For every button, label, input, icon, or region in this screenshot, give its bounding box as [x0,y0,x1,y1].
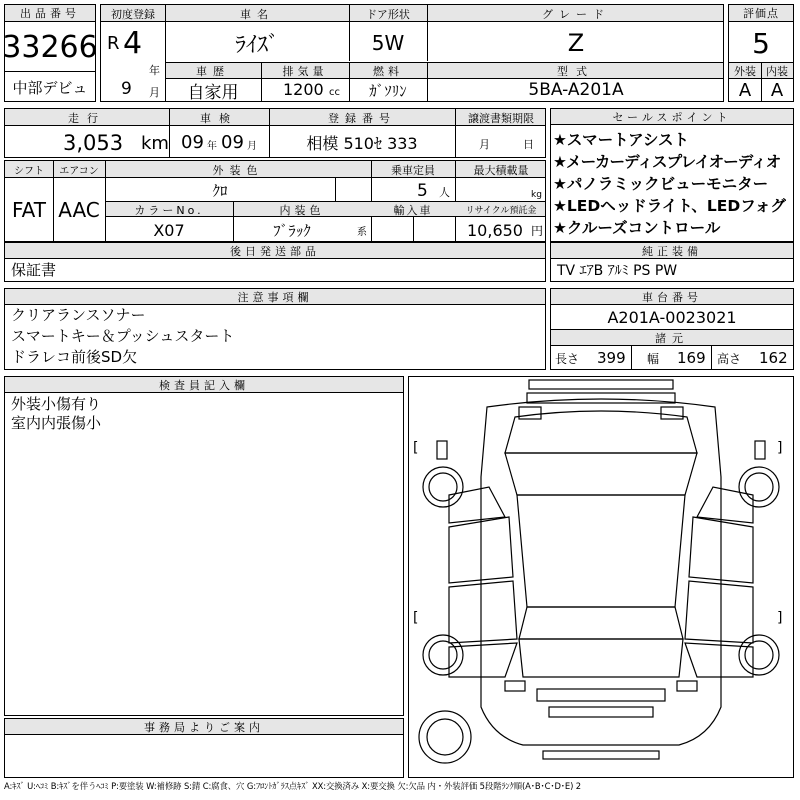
mileage-row [4,108,546,158]
mileage-label: 走行 [68,111,106,125]
model-label: 型式 [557,65,595,78]
inspector-label: 検査員記入欄 [5,377,403,393]
reg-month: 9 [121,79,132,99]
legend: A:ｷｽﾞ U:ﾍｺﾐ B:ｷｽﾞを伴うﾍｺﾐ P:要塗装 W:補修跡 S:錆 C:腐食、穴 G:ﾌﾛﾝﾄｶﾞﾗｽ点ｷｽﾞ XX:交換済み X:要交換 欠:欠品 内・外装評価 5段階ﾗﾝｸ順(A･B･C･D･E) 2 [4,781,582,791]
lot-label: 出品番号 [5,5,95,22]
fuel-label: 燃料 [373,65,403,78]
inspector-note: 室内内張傷小 [11,414,102,432]
notes-label: 注意事項欄 [5,289,545,305]
height-label: 高さ [717,352,742,366]
intcolor-label: 内装色 [279,203,325,217]
lot-box [4,4,96,102]
bracket-left-icon: [ [413,610,419,626]
score-box [728,4,794,102]
shift: FAT [11,198,46,222]
note-item: スマートキー＆プッシュスタート [11,327,235,345]
bracket-right-icon: ] [777,440,783,456]
reg-label: 初度登録 [111,7,155,21]
sales-points-label: セールスポイント [551,109,793,125]
sales-point-item: ★スマートアシスト [553,131,690,149]
score-label: 評価点 [729,5,793,22]
reg-era: R [107,33,120,54]
chassis-number: A201A-0023021 [607,307,737,327]
length-label: 長さ [555,352,580,366]
reg-year: 4 [123,26,143,61]
inspect-month: 09 [221,132,244,153]
recycle-unit: 円 [531,224,544,238]
inspector-box [4,376,404,716]
sales-point-item: ★LEDヘッドライト、LEDフォグ [553,197,786,215]
load-unit: kg [531,190,542,200]
office-box [4,718,404,778]
door-type: 5W [371,31,405,55]
inspect-label: 車検 [200,111,238,125]
inspect-month-unit: 月 [247,141,257,152]
car-name: ﾗｲｽﾞ [234,32,279,58]
door-label: ドア形状 [366,7,410,21]
displacement: 1200 [283,80,324,99]
equipment-label: 純正装備 [551,243,793,259]
load-label: 最大積載量 [473,163,529,177]
plate-number: 相模 510ｾ 333 [306,133,418,153]
capacity-unit: 人 [439,186,450,199]
ac: AAC [58,198,100,222]
sales-points-box [550,108,794,242]
int-label: 内装 [766,65,788,78]
history: 自家用 [187,82,239,103]
bracket-left-icon: [ [413,440,419,456]
shift-label: シフト [14,166,44,177]
note-item: クリアランスソナー [11,306,146,324]
transfer-month: 月 [479,138,490,151]
ext-label: 外装 [734,65,756,78]
colorno-label: カラーNo. [134,203,204,217]
disp-label: 排気量 [282,65,328,78]
transfer-label: 譲渡書類期限 [468,111,534,125]
score: 5 [752,26,770,60]
recycle-fee: 10,650 [467,221,523,240]
later-parts-label: 後日発送部品 [5,243,545,259]
inspect-year: 09 [181,132,204,153]
chassis-box [550,288,794,370]
history-label: 車歴 [196,65,230,78]
mileage-unit: km [141,133,169,154]
name-label: 車名 [240,7,274,21]
spec-row [4,160,546,242]
equipment-box [550,242,794,282]
width: 169 [677,349,706,367]
ac-label: エアコン [59,166,99,177]
import-label: 輸入車 [393,203,433,217]
inspector-note: 外装小傷有り [11,395,102,413]
year-unit: 年 [149,64,160,77]
interior-color: ﾌﾞﾗｯｸ [273,221,311,240]
model-code: 5BA-A201A [528,80,624,100]
note-item: ドラレコ前後SD欠 [11,348,138,366]
grade-label: グレード [542,7,610,21]
length: 399 [597,349,626,367]
ext-score: A [738,79,752,101]
height: 162 [759,349,788,367]
recycle-label: リサイクル預託金 [465,206,537,216]
intcolor-unit: 系 [357,227,367,238]
chassis-label: 車台番号 [551,289,793,305]
grade: Z [567,29,585,57]
sales-point-item: ★メーカーディスプレイオーディオ [553,153,781,171]
mileage: 3,053 [63,131,124,155]
month-unit: 月 [149,86,160,99]
disp-unit: cc [329,87,340,98]
width-label: 幅 [647,352,660,366]
transfer-day: 日 [523,138,534,151]
specs-label: 諸元 [655,332,689,345]
inspect-year-unit: 年 [207,141,217,152]
event-name: 中部デビュ [12,78,88,97]
later-parts-box [4,242,546,282]
vehicle-header-box [100,4,724,102]
lot-number: 33266 [2,29,98,65]
int-score: A [770,79,784,101]
cap-label: 乗車定員 [391,163,435,177]
color-label: 外装色 [212,163,264,177]
bracket-right-icon: ] [777,610,783,626]
exterior-color: ｸﾛ [212,181,228,200]
notes-box [4,288,546,370]
equipment-value: TV ｴｱB ｱﾙﾐ PS PW [557,263,678,279]
plate-label: 登録番号 [328,111,396,125]
sales-point-item: ★パノラミックビューモニター [553,175,769,193]
car-outline-icon [409,377,793,777]
later-parts-value: 保証書 [11,261,57,279]
sales-point-item: ★クルーズコントロール [553,219,721,237]
capacity: 5 [417,181,428,201]
car-diagram [408,376,794,778]
office-label: 事務局よりご案内 [5,719,403,735]
color-number: X07 [153,220,185,240]
fuel: ｶﾞｿﾘﾝ [369,81,407,100]
